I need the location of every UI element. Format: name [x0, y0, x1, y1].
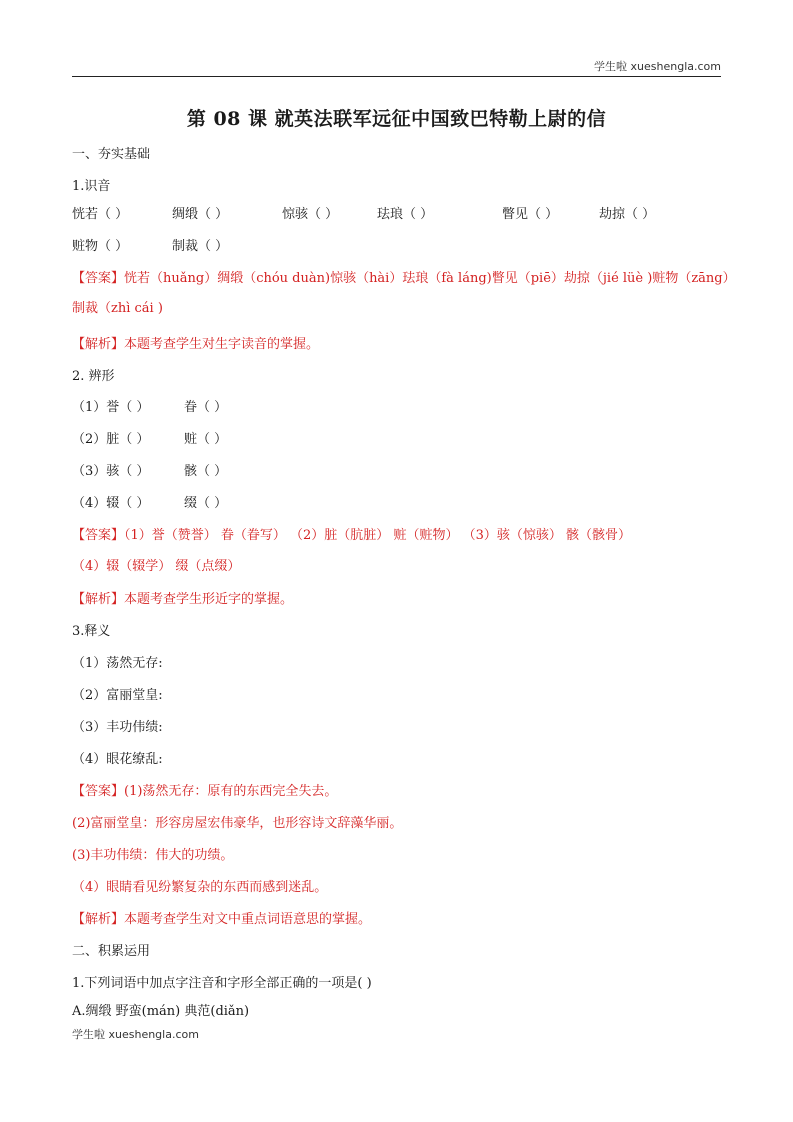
q2-item-b: 赃（ ） — [184, 432, 228, 447]
analysis-text: 【解析】本题考查学生对生字读音的掌握。 — [72, 337, 320, 352]
q1-answer-line1: 【答案】恍若（huǎng）绸缎（chóu duàn)惊骇（hài）珐琅（fà láng)瞥见（piē）劫掠（jié lüè )赃物（zāng） — [72, 271, 736, 286]
q3-item: （3）丰功伟绩: — [72, 720, 163, 735]
header-rule — [72, 76, 721, 77]
q1-answer-line2: 制裁（zhì cái ) — [72, 301, 163, 316]
q3-item: （4）眼花缭乱: — [72, 752, 163, 767]
q1-heading: 1.识音 — [72, 179, 111, 194]
section1-heading: 一、夯实基础 — [72, 147, 151, 162]
q2-item-b: 骸（ ） — [184, 464, 228, 479]
page-title: 第 08 课 就英法联军远征中国致巴特勒上尉的信 — [186, 108, 607, 130]
q1-item: 绸缎（ ） — [172, 207, 229, 222]
q3-answer: （4）眼睛看见纷繁复杂的东西而感到迷乱。 — [72, 880, 328, 895]
q1-item: 珐琅（ ） — [377, 207, 434, 222]
q1-analysis — [72, 336, 319, 354]
q4-question: 1.下列词语中加点字注音和字形全部正确的一项是( ) — [72, 976, 372, 991]
footer-site: 学生啦 xueshengla.com — [72, 1028, 199, 1041]
q2-item-a: （1）誉（ ） — [72, 400, 150, 415]
q4-option-a: A.绸缎 野蛮(mán) 典范(diǎn) — [72, 1004, 250, 1019]
q2-item-a: （2）脏（ ） — [72, 432, 150, 447]
q2-item-b: 眷（ ） — [184, 400, 228, 415]
q3-answer: 【答案】(1)荡然无存：原有的东西完全失去。 — [72, 784, 338, 799]
q1-item: 劫掠（ ） — [599, 207, 656, 222]
q1-item: 瞥见（ ） — [502, 207, 559, 222]
q2-item-a: （3）骇（ ） — [72, 464, 150, 479]
q3-answer: (3)丰功伟绩：伟大的功绩。 — [72, 848, 234, 863]
q2-answer-line2: （4）辍（辍学） 缀（点缀） — [72, 559, 241, 574]
q1-item: 惊骇（ ） — [282, 207, 339, 222]
q2-heading: 2. 辨形 — [72, 369, 115, 384]
q2-item-b: 缀（ ） — [184, 496, 228, 511]
q1-item: 恍若（ ） — [72, 207, 129, 222]
q3-answer: (2)富丽堂皇：形容房屋宏伟豪华，也形容诗文辞藻华丽。 — [72, 816, 403, 831]
q2-item-a: （4）辍（ ） — [72, 496, 150, 511]
q3-item: （2）富丽堂皇: — [72, 688, 163, 703]
section2-heading: 二、积累运用 — [72, 944, 151, 959]
q3-analysis: 【解析】本题考查学生对文中重点词语意思的掌握。 — [72, 912, 372, 927]
header-site: 学生啦 xueshengla.com — [594, 60, 721, 73]
q1-item: 制裁（ ） — [172, 239, 229, 254]
q3-item: （1）荡然无存: — [72, 656, 163, 671]
q1-item: 赃物（ ） — [72, 239, 129, 254]
q2-answer-line1: 【答案】（1）誉（赞誉） 眷（眷写） （2）脏（肮脏） 赃（赃物） （3）骇（惊骇） 骸（骸骨） — [72, 528, 631, 543]
q2-analysis: 【解析】本题考查学生形近字的掌握。 — [72, 592, 294, 607]
q3-heading: 3.释义 — [72, 624, 111, 639]
